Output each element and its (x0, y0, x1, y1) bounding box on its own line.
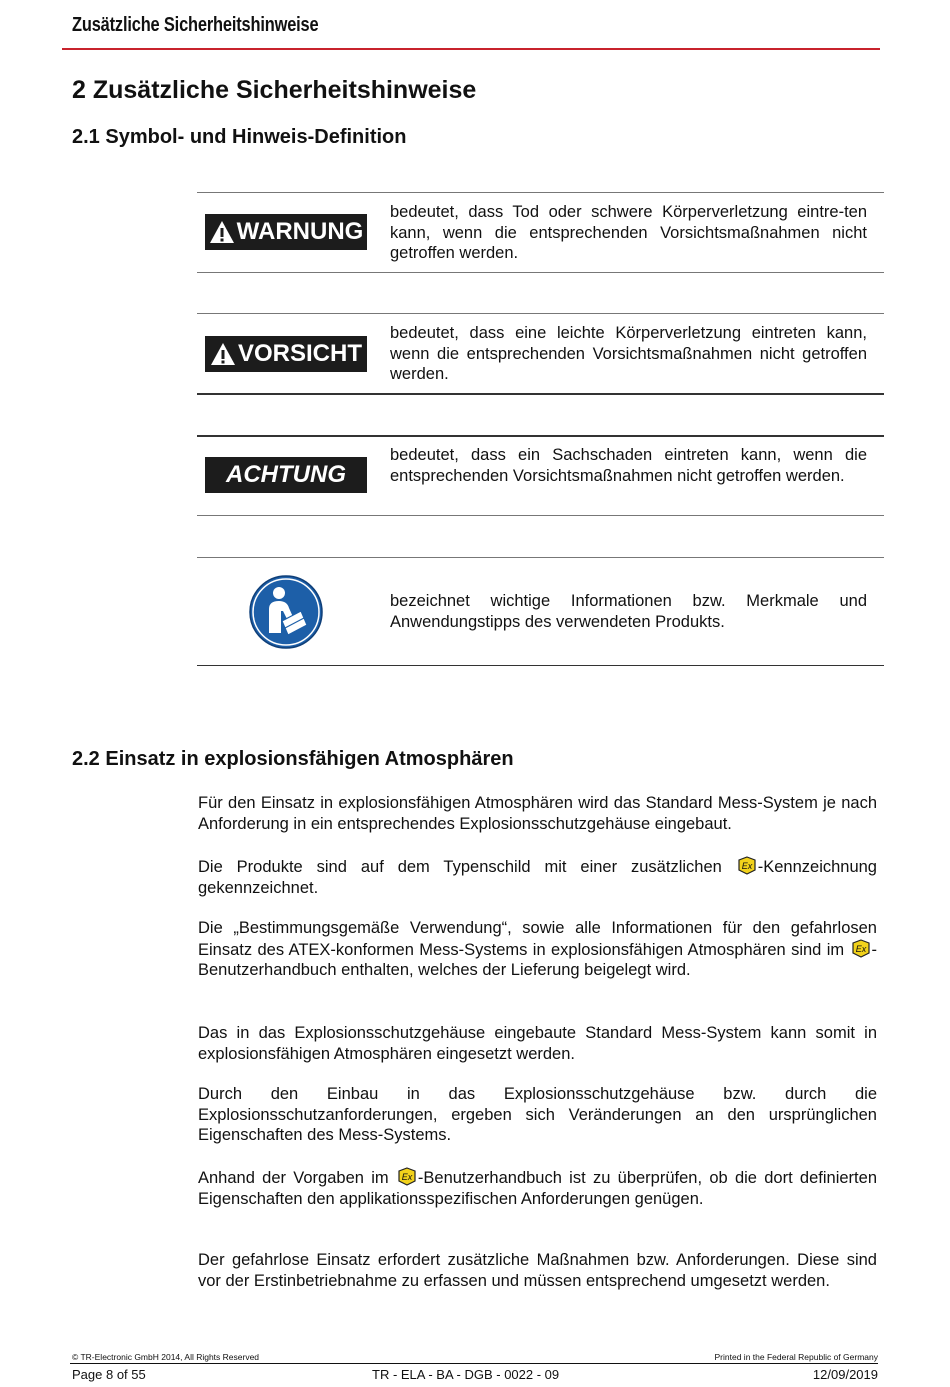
read-manual-icon (249, 575, 323, 649)
paragraph: Durch den Einbau in das Explosionsschutzgehäuse bzw. durch die Explosionsschutzanforderungen, ergeben sich Veränderungen an den ursprünglichen Eigenschaften des Mess-Systems. (198, 1085, 877, 1144)
divider (197, 665, 884, 666)
header-rule (62, 48, 880, 50)
footer-page-number: Page 8 of 55 (72, 1367, 146, 1382)
subsection-title-symbols: 2.1 Symbol- und Hinweis-Definition (72, 126, 407, 148)
ex-marking-icon (397, 1167, 417, 1186)
section-title: 2 Zusätzliche Sicherheitshinweise (72, 76, 477, 104)
divider (197, 557, 884, 558)
caution-label-text: VORSICHT (237, 340, 362, 367)
running-header-title: Zusätzliche Sicherheitshinweise (72, 14, 319, 36)
paragraph: Der gefahrlose Einsatz erfordert zusätzliche Maßnahmen bzw. Anforderungen. Diese sind vor der Erstinbetriebnahme zu erfassen und müssen entsprechend umgesetzt werden. (198, 1251, 877, 1290)
paragraph: Für den Einsatz in explosionsfähigen Atmosphären wird das Standard Mess-System je nach Anforderung in ein entsprechendes Explosionsschutzgehäuse eingebaut. (198, 794, 877, 833)
caution-label (205, 336, 367, 372)
warning-label (205, 214, 367, 250)
notice-label (205, 457, 367, 493)
divider (197, 313, 884, 314)
divider (197, 393, 884, 395)
info-definition: bezeichnet wichtige Informationen bzw. Merkmale und Anwendungstipps des verwendeten Produkts. (390, 592, 867, 631)
footer-document-id: TR - ELA - BA - DGB - 0022 - 09 (372, 1367, 560, 1382)
paragraph: Das in das Explosionsschutzgehäuse eingebaute Standard Mess-System kann somit in explosionsfähigen Atmosphären eingesetzt werden. (198, 1024, 877, 1063)
divider (197, 272, 884, 273)
footer-printed: Printed in the Federal Republic of Germany (714, 1352, 878, 1362)
notice-label-text: ACHTUNG (226, 461, 346, 488)
ex-marking-icon (737, 856, 757, 875)
paragraph: Anhand der Vorgaben im Ex -Benutzerhandbuch ist zu überprüfen, ob die dort definierten Eigenschaften den applikationsspezifischen Anforderungen genügen. (198, 1169, 877, 1208)
divider (197, 435, 884, 437)
warning-definition: bedeutet, dass Tod oder schwere Körperverletzung eintre-ten kann, wenn die entsprechenden Vorsichtsmaßnahmen nicht getroffen werden. (390, 203, 867, 262)
footer-copyright: © TR-Electronic GmbH 2014, All Rights Reserved (72, 1352, 260, 1362)
ex-marking-icon (851, 939, 871, 958)
caution-definition: bedeutet, dass eine leichte Körperverletzung eintreten kann, wenn die entsprechenden Vorsichtsmaßnahmen nicht getroffen werden. (390, 324, 867, 383)
warning-label-text: WARNUNG (236, 218, 364, 245)
svg-text:Ex: Ex (855, 943, 866, 954)
divider (197, 192, 884, 193)
paragraph: Die Produkte sind auf dem Typenschild mit einer zusätzlichen Ex -Kennzeichnung gekennzeichnet. (198, 858, 877, 897)
subsection-title-atex: 2.2 Einsatz in explosionsfähigen Atmosphären (72, 748, 514, 770)
svg-text:Ex: Ex (741, 861, 752, 871)
caution-triangle-icon (210, 342, 236, 366)
divider (197, 515, 884, 516)
svg-text:Ex: Ex (401, 1172, 413, 1182)
notice-definition: bedeutet, dass ein Sachschaden eintreten kann, wenn die entsprechenden Vorsichtsmaßnahmen nicht getroffen werden. (390, 446, 867, 485)
footer-rule (70, 1363, 878, 1364)
footer-date: 12/09/2019 (812, 1367, 878, 1382)
warning-triangle-icon (209, 220, 235, 244)
paragraph: Die „Bestimmungsgemäße Verwendung“, sowie alle Informationen für den gefahrlosen Einsatz des ATEX-konformen Mess-Systems in explosionsfähigen Atmosphären sind im Ex -Benutzerhandbuch enthalten, welches der Lieferung beigelegt wird. (198, 919, 877, 979)
